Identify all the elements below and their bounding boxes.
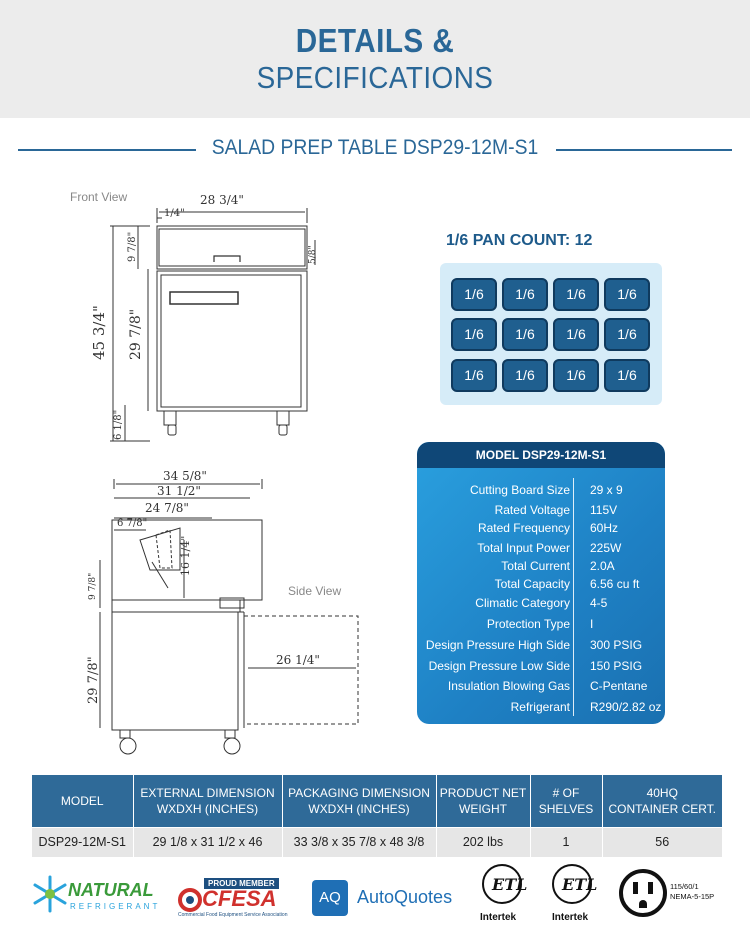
spec-value: 2.0A <box>590 559 615 573</box>
spec-row <box>417 521 665 539</box>
spec-value: 300 PSIG <box>590 638 643 652</box>
natural-refrigerant-logo <box>32 872 172 918</box>
etl-us-logo <box>480 860 532 930</box>
spec-key: Total Current <box>501 559 570 573</box>
pan-slot: 1/6 <box>553 318 599 351</box>
spec-panel <box>417 442 665 724</box>
front-view-label: Front View <box>70 190 128 204</box>
pan-slot: 1/6 <box>604 318 650 351</box>
table-header: PACKAGING DIMENSION WXDXH (INCHES) <box>282 775 436 827</box>
etl-sanitation-icon <box>550 860 602 912</box>
side-view-label: Side View <box>288 584 342 598</box>
spec-key: Design Pressure High Side <box>425 638 570 652</box>
spec-row <box>417 700 665 718</box>
side-cabinet <box>112 612 238 730</box>
cfesa-logo <box>178 878 306 920</box>
spec-key: Insulation Blowing Gas <box>447 679 570 693</box>
table-cell: 33 3/8 x 35 7/8 x 48 3/8 <box>282 827 436 857</box>
spec-title: MODEL DSP29-12M-S1 <box>417 442 665 468</box>
spec-value: 29 x 9 <box>590 483 623 497</box>
snowflake-icon <box>32 874 68 914</box>
front-top-height-dim: 9 7/8" <box>127 231 138 262</box>
etl-sanitation-logo <box>550 860 602 930</box>
spec-value: 115V <box>590 503 618 517</box>
intertek-text: Intertek <box>480 912 517 923</box>
cfesa-proud-member: PROUD MEMBER <box>204 878 279 889</box>
pan-slot: 1/6 <box>553 278 599 311</box>
side-overall-dim: 34 5/8" <box>163 469 207 483</box>
pan-slot: 1/6 <box>451 359 497 392</box>
spec-key: Design Pressure Low Side <box>428 659 570 673</box>
spec-row <box>417 659 665 677</box>
pan-grid <box>440 263 662 405</box>
aq-badge: AQ <box>312 880 348 916</box>
nema-plug <box>618 868 728 920</box>
spec-row <box>417 617 665 635</box>
spec-key: Cutting Board Size <box>469 483 570 497</box>
pan-slot: 1/6 <box>502 359 548 392</box>
front-top-offset-dim: 1/4" <box>164 208 185 219</box>
spec-row <box>417 541 665 559</box>
pan-slot: 1/6 <box>604 278 650 311</box>
cfesa-subtitle: Commercial Food Equipment Service Association <box>178 912 288 918</box>
table-cell: 29 1/8 x 31 1/2 x 46 <box>133 827 282 857</box>
pan-slot: 1/6 <box>502 278 548 311</box>
cfesa-emblem-icon <box>178 888 202 912</box>
table-cell: 202 lbs <box>436 827 530 857</box>
spec-key: Refrigerant <box>510 700 570 714</box>
plug-rating: 115/60/1 <box>670 882 699 891</box>
plug-type: NEMA-5-15P <box>670 892 715 901</box>
table-header: PRODUCT NET WEIGHT <box>436 775 530 827</box>
spec-key: Total Input Power <box>477 541 570 555</box>
cfesa-text: CFESA <box>202 886 277 911</box>
subtitle-text: SALAD PREP TABLE DSP29-12M-S1 <box>211 136 539 159</box>
front-rail-dim: 5/8" <box>308 245 318 264</box>
svg-text:ETL: ETL <box>562 875 598 894</box>
etl-mark-icon <box>480 860 532 912</box>
header-title-line1: DETAILS & <box>295 22 455 59</box>
front-total-height-dim: 45 3/4" <box>90 305 108 360</box>
spec-value: 60Hz <box>590 521 619 535</box>
spec-row <box>417 559 665 577</box>
table-cell: DSP29-12M-S1 <box>32 827 133 857</box>
side-door-dim: 26 1/4" <box>276 653 320 667</box>
spec-value: 150 PSIG <box>590 659 643 673</box>
intertek-text: Intertek <box>552 912 589 923</box>
refrigerant-text: REFRIGERANT <box>70 902 161 911</box>
spec-value: C-Pentane <box>590 679 648 693</box>
spec-value: I <box>590 617 594 631</box>
spec-row <box>417 577 665 595</box>
spec-key: Rated Voltage <box>494 503 570 517</box>
pan-slot: 1/6 <box>502 318 548 351</box>
table-header: 40HQ CONTAINER CERT. <box>602 775 722 827</box>
front-cabinet-height-dim: 29 7/8" <box>128 308 144 360</box>
autoquotes-logo <box>312 880 472 916</box>
product-table <box>32 775 722 857</box>
spec-row <box>417 596 665 614</box>
spec-key: Climatic Category <box>475 596 570 610</box>
spec-key: Total Capacity <box>494 577 570 591</box>
front-caster-dim: 6 1/8" <box>113 409 124 440</box>
side-lid-height-dim: 16 1/4" <box>179 535 192 576</box>
svg-text:ETL: ETL <box>492 875 528 894</box>
pan-slot: 1/6 <box>451 318 497 351</box>
pan-slot: 1/6 <box>604 359 650 392</box>
spec-key: Rated Frequency <box>477 521 570 535</box>
spec-row <box>417 638 665 656</box>
autoquotes-text: AutoQuotes <box>357 887 453 907</box>
natural-text: NATURAL <box>68 880 154 900</box>
front-top-section <box>157 226 307 269</box>
table-row <box>32 827 722 857</box>
spec-row <box>417 483 665 501</box>
plug-icon <box>618 868 668 918</box>
front-width-dim: 28 3/4" <box>200 193 244 207</box>
side-lid-dim: 6 7/8" <box>117 518 148 529</box>
spec-value: 4-5 <box>590 596 608 610</box>
spec-key: Protection Type <box>486 617 570 631</box>
pan-slot: 1/6 <box>451 278 497 311</box>
spec-value: R290/2.82 oz <box>590 700 662 714</box>
spec-value: 6.56 cu ft <box>590 577 640 591</box>
spec-value: 225W <box>590 541 622 555</box>
spec-row <box>417 503 665 521</box>
table-cell: 1 <box>530 827 602 857</box>
pan-count-title: 1/6 PAN COUNT: 12 <box>446 232 593 249</box>
table-header: MODEL <box>32 775 133 827</box>
side-top-height-dim: 9 7/8" <box>88 572 98 600</box>
header-title-line2: SPECIFICATIONS <box>256 60 494 95</box>
table-header: # OF SHELVES <box>530 775 602 827</box>
table-header-row <box>32 775 722 827</box>
table-cell: 56 <box>602 827 722 857</box>
side-cabinet-height-dim: 29 7/8" <box>86 656 101 704</box>
table-header: EXTERNAL DIMENSION WXDXH (INCHES) <box>133 775 282 827</box>
pan-slot: 1/6 <box>553 359 599 392</box>
side-depth-dim: 31 1/2" <box>157 484 201 498</box>
side-rail-dim: 24 7/8" <box>145 501 189 515</box>
spec-row <box>417 679 665 697</box>
